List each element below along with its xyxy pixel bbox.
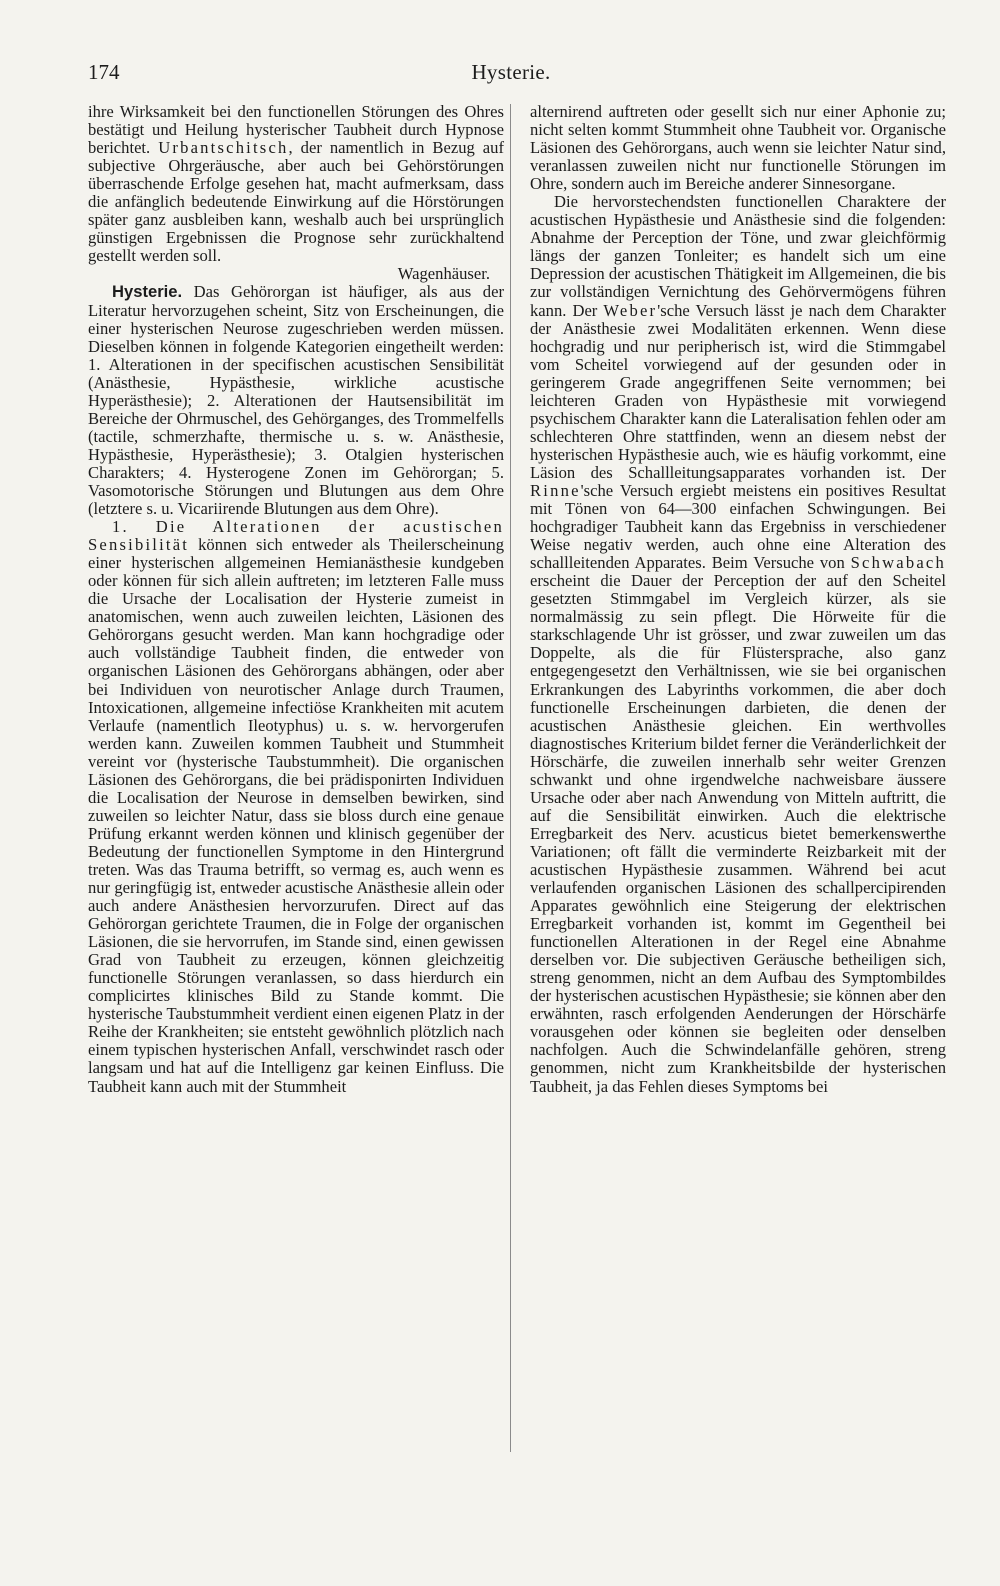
author-name-spaced: Urbantschitsch bbox=[158, 138, 289, 158]
paragraph bbox=[530, 193, 946, 1095]
paragraph bbox=[88, 518, 504, 1096]
column-divider bbox=[510, 104, 511, 1452]
left-column bbox=[88, 103, 504, 1096]
paragraph bbox=[88, 103, 504, 265]
paragraph-text: erscheint die Dauer der Perception der auf den Scheitel gesetzten Stimmgabel im Vergleich kürzer, als sie normalmässig zu sein pflegt. Die Hörweite für die starkschlagende Uhr ist grösser, und zwar zuweilen um das Doppelte, als die für Flüstersprache, also ganz entgegengesetzt den Verhältnissen, wie sie bei organischen Erkrankungen des Labyrinths vorkommen, die aber doch functionelle Erscheinungen darbieten, die denen der acustischen Anästhesie gleichen. Ein werthvolles diagnostisches Kriterium bildet ferner die Veränderlichkeit der Hörschärfe, die zuweilen innerhalb sehr weiter Grenzen schwankt und ohne irgendwelche nachweisbare äussere Ursache oder aber nach Anwendung von Mitteln auftritt, die auf die Sensibilität einwirken. Auch die elektrische Erregbarkeit des Nerv. acusticus bietet bemerkenswerthe Variationen; oft fällt die verminderte Reizbarkeit mit der acustischen Hypästhesie zusammen. Während bei acut verlaufenden organischen Läsionen des schallpercipirenden Apparates gewöhnlich eine Steigerung der elektrischen Erregbarkeit vorhanden ist, kommt im Gegentheil bei functionellen Alterationen in der Regel eine Abnahme derselben vor. Die subjectiven Geräusche betheiligen sich, streng genommen, nicht an dem Aufbau des Symptombildes der hysterischen acustischen Hypästhesie; sie können aber den erwähnten, rasch erfolgenden Aenderungen der Hörschärfe vorausgehen oder können sie begleiten oder denselben nachfolgen. Auch die Schwindelanfälle gehören, streng genommen, nicht zum Krankheitsbilde der hysterischen Taubheit, ja das Fehlen dieses Symptoms bei bbox=[530, 571, 946, 1096]
paragraph-text: Die hervorstechendsten functionellen Charaktere der acustischen Hypästhesie und Anästhesie sind die folgenden: Abnahme der Perception der Töne, und zwar gleichförmig längs der ganzen Tonleiter; es handelt sich um eine Depression der acustischen Thätigkeit im Allgemeinen, die bis zur vollständigen Vernichtung des Gehörvermögens führen kann. Der bbox=[530, 192, 946, 320]
running-title: Hysterie. bbox=[471, 60, 551, 84]
author-name-spaced: Rinne bbox=[530, 480, 581, 500]
article-heading: Hysterie. bbox=[112, 282, 183, 302]
section-lead-spaced: 1. Die Alterationen der acustischen Sensibilität bbox=[88, 517, 504, 555]
paragraph-text: 'sche Versuch ergiebt meistens ein positives Resultat mit Tönen von 64—300 einfachen Schwingungen. Bei hochgradiger Taubheit kann das Ergebniss in verschiedener Weise negativ werden, auch ohne eine Alteration des schallleitenden Apparates. Beim Versuche von bbox=[530, 480, 946, 573]
article-paragraph bbox=[88, 283, 504, 518]
paragraph-text: , der namentlich in Bezug auf subjective Ohrgeräusche, aber auch bei Gehörstörungen überraschende Erfolge gesehen hat, macht aufmerksam, dass die anfänglich bedeutende Einwirkung auf die Hörstörungen später ganz ausbleiben kann, weshalb auch bei ursprünglich günstigen Ergebnissen die Prognose sehr zurückhaltend gestellt werden soll. bbox=[88, 138, 504, 266]
paragraph: alternirend auftreten oder gesellt sich nur einer Aphonie zu; nicht selten kommt Stummheit ohne Taubheit vor. Organische Läsionen des Gehörorgans, auch wenn sie leichter Natur sind, veranlassen zuweilen nicht nur functionelle Störungen im Ohre, sondern auch im Bereiche anderer Sinnesorgane. bbox=[530, 102, 946, 194]
page-number: 174 bbox=[88, 60, 120, 84]
paragraph-text: können sich entweder als Theilerscheinung einer hysterischen allgemeinen Hemianästhesie kundgeben oder können für sich allein auftreten; im letzteren Falle muss die Ursache der Localisation der Hysterie zumeist in anatomischen, wenn auch zuweilen leichten, Läsionen des Gehörorgans gesucht werden. Man kann hochgradige oder auch vollständige Taubheit finden, die entweder von organischen Läsionen des Gehörorgans abhängen, oder aber bei Individuen von neurotischer Anlage durch Traumen, Intoxicationen, allgemeine infectiöse Krankheiten mit acutem Verlaufe (namentlich Ileotyphus) u. s. w. hervorgerufen werden kann. Zuweilen kommen Taubheit und Stummheit vereint vor (hysterische Taubstummheit). Die organischen Läsionen des Gehörorgans, die bei prädisponirten Individuen die Localisation der Neurose in demselben bewirken, sind zuweilen so leichter Natur, dass sie bloss durch eine genaue Prüfung erkannt werden können und klinisch gegenüber der Bedeutung der functionellen Symptome in den Hintergrund treten. Was das Trauma betrifft, so vermag es, auch wenn es nur geringfügig ist, entweder acustische Anästhesie allein oder auch andere Anästhesien hervorzurufen. Direct auf das Gehörorgan gerichtete Traumen, die in Folge der organischen Läsionen, die sie hervorrufen, im Stande sind, einen gewissen Grad von Taubheit zu erzeugen, können gleichzeitig functionelle Störungen veranlassen, so dass hierdurch ein complicirtes klinisches Bild zu Stande kommt. Die hysterische Taubstummheit verdient einen eigenen Platz in der Reihe der Krankheiten; sie entsteht gewöhnlich plötzlich nach einem typischen hysterischen Anfall, verschwindet rasch oder langsam und hat auf die Intelligenz gar keinen Einfluss. Die Taubheit kann auch mit der Stummheit bbox=[88, 535, 504, 1096]
paragraph-text: 'sche Versuch lässt je nach dem Charakter der Anästhesie zwei Modalitäten erkennen. Wenn diese hochgradig und nur peripherisch ist, wird die Stimmgabel vom Scheitel vorwiegend auf der gesunden oder in geringerem Grade angegriffenen Seite vernommen; bei leichteren Graden von Hypästhesie mit vorwiegend psychischem Charakter kann die Lateralisation fehlen oder am schlechteren Ohre stattfinden, wenn an diesem nebst der hysterischen Hypästhesie auch, wie es häufig vorkommt, eine Läsion des Schallleitungsapparates vorhanden ist. Der bbox=[530, 300, 946, 482]
paragraph-text: ihre Wirksamkeit bei den functionellen Störungen des Ohres bestätigt und Heilung hysterischer Taubheit durch Hypnose berichtet. bbox=[88, 102, 504, 158]
author-signature: Wagenhäuser. bbox=[397, 264, 490, 284]
page-header bbox=[88, 60, 934, 90]
author-name-spaced: Weber bbox=[603, 300, 658, 320]
paragraph-text: Das Gehörorgan ist häufiger, als aus der Literatur hervorzugehen scheint, Sitz von Erscheinungen, die einer hysterischen Neurose zugeschrieben werden müssen. Dieselben können in folgende Kategorien eingetheilt werden: 1. Alterationen in der specifischen acustischen Sensibilität (Anästhesie, Hypästhesie, wirkliche acustische Hyperästhesie); 2. Alterationen der Hautsensibilität im Bereiche der Ohrmuschel, des Gehörganges, des Trommelfells (tactile, schmerzhafte, thermische u. s. w. Anästhesie, Hypästhesie, Hyperästhesie); 3. Otalgien hysterischen Charakters; 4. Hysterogene Zonen im Gehörorgan; 5. Vasomotorische Störungen und Blutungen aus dem Ohre (letztere s. u. Vicariirende Blutungen aus dem Ohre). bbox=[88, 282, 504, 519]
author-name-spaced: Schwabach bbox=[850, 553, 946, 573]
right-column bbox=[530, 103, 946, 1096]
